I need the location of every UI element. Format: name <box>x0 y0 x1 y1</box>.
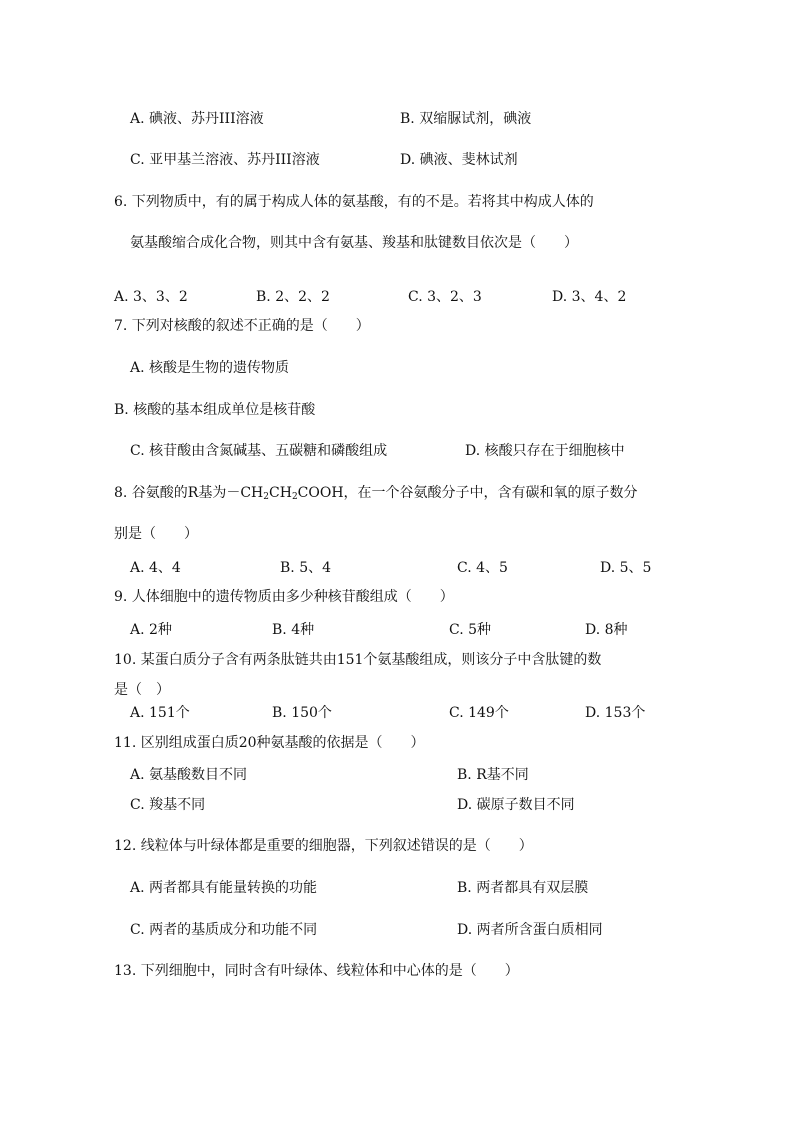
q7-option-c: C. 核苷酸由含氮碱基、五碳糖和磷酸组成 <box>130 443 388 459</box>
q8-option-a: A. 4、4 <box>130 560 181 576</box>
q8-option-c: C. 4、5 <box>457 560 508 576</box>
q12-stem: 12. 线粒体与叶绿体都是重要的细胞器，下列叙述错误的是（ ） <box>114 838 533 854</box>
q12-option-d: D. 两者所含蛋白质相同 <box>457 922 603 938</box>
q8-stem-post: COOH，在一个谷氨酸分子中，含有碳和氧的原子数分 <box>297 485 638 501</box>
q6-option-c: C. 3、2、3 <box>408 289 482 305</box>
q10-option-d: D. 153个 <box>585 705 646 721</box>
q5-option-a: A. 碘液、苏丹III溶液 <box>130 111 264 127</box>
q10-option-b: B. 150个 <box>272 705 332 721</box>
q7-option-a: A. 核酸是生物的遗传物质 <box>130 360 290 376</box>
q8-option-b: B. 5、4 <box>280 560 332 576</box>
q11-stem: 11. 区别组成蛋白质20种氨基酸的依据是（ ） <box>114 735 425 751</box>
q10-stem-line1: 10. 某蛋白质分子含有两条肽链共由151个氨基酸组成，则该分子中含肽键的数 <box>114 652 602 668</box>
q9-option-b: B. 4种 <box>272 622 315 638</box>
q10-option-a: A. 151个 <box>130 705 190 721</box>
q13-stem: 13. 下列细胞中，同时含有叶绿体、线粒体和中心体的是（ ） <box>114 963 519 979</box>
q9-stem: 9. 人体细胞中的遗传物质由多少种核苷酸组成（ ） <box>114 589 454 605</box>
q7-stem: 7. 下列对核酸的叙述不正确的是（ ） <box>114 318 370 334</box>
q9-option-d: D. 8种 <box>585 622 628 638</box>
q5-option-c: C. 亚甲基兰溶液、苏丹III溶液 <box>130 152 320 168</box>
q8-subscript-2: 2 <box>291 492 298 502</box>
q12-option-c: C. 两者的基质成分和功能不同 <box>130 922 318 938</box>
q10-option-c: C. 149个 <box>449 705 509 721</box>
q9-option-a: A. 2种 <box>130 622 172 638</box>
q12-option-b: B. 两者都具有双层膜 <box>457 880 589 896</box>
q8-stem-line2: 别是（ ） <box>114 526 198 542</box>
q11-option-c: C. 羧基不同 <box>130 797 206 813</box>
q11-option-d: D. 碳原子数目不同 <box>457 797 575 813</box>
q8-option-d: D. 5、5 <box>600 560 652 576</box>
q8-subscript-1: 2 <box>263 492 270 502</box>
q6-option-b: B. 2、2、2 <box>256 289 330 305</box>
q6-option-a: A. 3、3、2 <box>114 289 188 305</box>
q11-option-a: A. 氨基酸数目不同 <box>130 767 248 783</box>
q5-option-b: B. 双缩脲试剂，碘液 <box>400 111 532 127</box>
q5-option-d: D. 碘液、斐林试剂 <box>400 152 518 168</box>
q11-option-b: B. R基不同 <box>457 767 529 783</box>
q7-option-d: D. 核酸只存在于细胞核中 <box>465 443 625 459</box>
q8-stem-pre: 8. 谷氨酸的R基为－CH <box>114 485 264 501</box>
q8-stem-mid: CH <box>269 485 292 501</box>
q6-stem-line2: 氨基酸缩合成化合物，则其中含有氨基、羧基和肽键数目依次是（ ） <box>130 235 578 251</box>
q6-option-d: D. 3、4、2 <box>552 289 627 305</box>
q7-option-b: B. 核酸的基本组成单位是核苷酸 <box>114 402 316 418</box>
q6-stem-line1: 6. 下列物质中，有的属于构成人体的氨基酸，有的不是。若将其中构成人体的 <box>114 194 594 210</box>
q9-option-c: C. 5种 <box>449 622 492 638</box>
q12-option-a: A. 两者都具有能量转换的功能 <box>130 880 318 896</box>
q10-stem-line2: 是（ ） <box>114 682 170 698</box>
q8-stem-line1 <box>114 484 638 506</box>
